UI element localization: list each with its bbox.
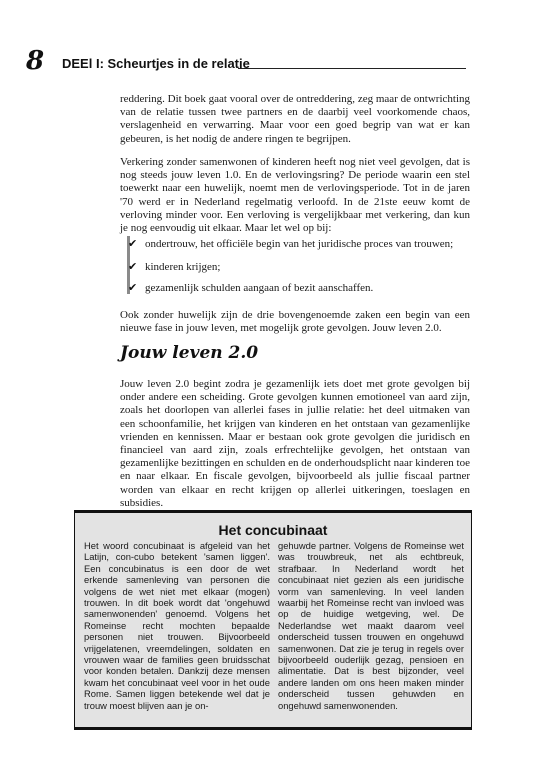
checkmark-icon: ✔ xyxy=(128,260,138,273)
paragraph-4 xyxy=(120,378,470,510)
paragraph-3 xyxy=(120,309,470,335)
sidebar-column-1 xyxy=(84,540,270,711)
paragraph-2 xyxy=(120,156,470,235)
sidebar-title: Het concubinaat xyxy=(218,522,328,538)
section-heading: Jouw leven 2.0 xyxy=(120,343,259,363)
sidebar-box xyxy=(74,510,472,730)
list-item-text: gezamenlijk schulden aangaan of bezit aanschaffen. xyxy=(145,282,374,294)
paragraph-1 xyxy=(120,93,470,146)
paragraph-1-text: reddering. Dit boek gaat vooral over de ontreddering, zeg maar de ontwrichting van de relatie tussen twee partners en de daarbij veel voorkomende chaos, verslagenheid en verwarring. Maar voor een goed begrip van wat er kan gebeuren, is het nodig de andere ringen te begrijpen. xyxy=(120,93,470,145)
bullet-list xyxy=(120,234,480,296)
part-title: DEEl I: Scheurtjes in de relatie xyxy=(62,56,250,71)
header-rule xyxy=(238,68,466,69)
checkmark-icon: ✔ xyxy=(128,281,138,294)
sidebar-column-2 xyxy=(278,540,464,711)
paragraph-2-text: Verkering zonder samenwonen of kinderen heeft nog niet veel gevolgen, dat is nog steeds jouw leven 1.0. En de verlovingsring? De periode waarin een stel toewerkt naar een huwelijk, noemt men de verlovingsperiode. Tot in de jaren '70 werd er in Nederland regelmatig verloofd. In de 21ste eeuw komt de verloving minder voor. Een verloving is vergelijkbaar met verkering, dan kun je nog eenvoudig uit elkaar. Maar let wel op bij: xyxy=(120,156,470,235)
paragraph-4-text: Jouw leven 2.0 begint zodra je gezamenlijk iets doet met grote gevolgen bij onder andere een scheiding. Grote gevolgen kunnen emotioneel van aard zijn, zoals het doorlopen van allerlei fases in jullie relatie: het deel uitmaken van een schoonfamilie, het krijgen van kinderen en het ontstaan van gezamenlijke vrienden en kennissen. Maar er bestaan ook grote gevolgen die juridisch en financieel van aard zijn, zoals erfrechtelijke gevolgen, het ontstaan van gezamenlijke bezittingen en schulden en de onderhoudsplicht naar kinderen toe en naar elkaar. En fiscale gevolgen, bijvoorbeeld als jullie fiscaal partner worden van elkaar en recht krijgen op allerlei uitkeringen, toeslagen en subsidies. xyxy=(120,378,470,509)
list-item-text: ondertrouw, het officiële begin van het juridische proces van trouwen; xyxy=(145,238,454,250)
page-number: 8 xyxy=(26,46,45,76)
paragraph-3-text: Ook zonder huwelijk zijn de drie bovengenoemde zaken een begin van een nieuwe fase in jouw leven, met mogelijk grote gevolgen. Jouw leven 2.0. xyxy=(120,309,470,335)
sidebar-column-2-text: gehuwde partner. Volgens de Romeinse wet was trouwbreuk, net als echtbreuk, strafbaar. In Nederland wordt het concubinaat niet gezien als een juridische vorm van samenleving. In veel landen waarbij het Romeinse recht van invloed was op de huidige wetgeving, wel. De Nederlandse wet maakt daarom veel onderscheid tussen trouwen en ongehuwd samenwonen. Dat zie je terug in regels over bijvoorbeeld ouderlijk gezag, pensioen en alimentatie. Dat is best bijzonder, veel andere landen om ons heen maken minder onderscheid tussen gehuwden en ongehuwd samenwonenden. xyxy=(278,540,464,711)
sidebar-column-1-text: Het woord concubinaat is afgeleid van het Latijn, con-cubo betekent 'samen liggen'. Een concubinatus is een door de wet erkende samenleving van personen die volgens de wet niet met elkaar (mogen) trouwen. In dit boek wordt dat 'ongehuwd samenwonenden' genoemd. Volgens het Romeinse recht mochten bepaalde personen niet trouwen. Bijvoorbeeld vrijgelatenen, vreemdelingen, soldaten en vrouwen waar de families geen bruidsschat voor konden betalen. Dankzij deze mensen kwam het concubinaat veel voor in het oude Rome. Samen liggen betekende wel dat je trouw moest blijven aan je on- xyxy=(84,540,270,711)
checkmark-icon: ✔ xyxy=(128,237,138,250)
page-header xyxy=(26,46,466,78)
list-item-text: kinderen krijgen; xyxy=(145,261,221,273)
